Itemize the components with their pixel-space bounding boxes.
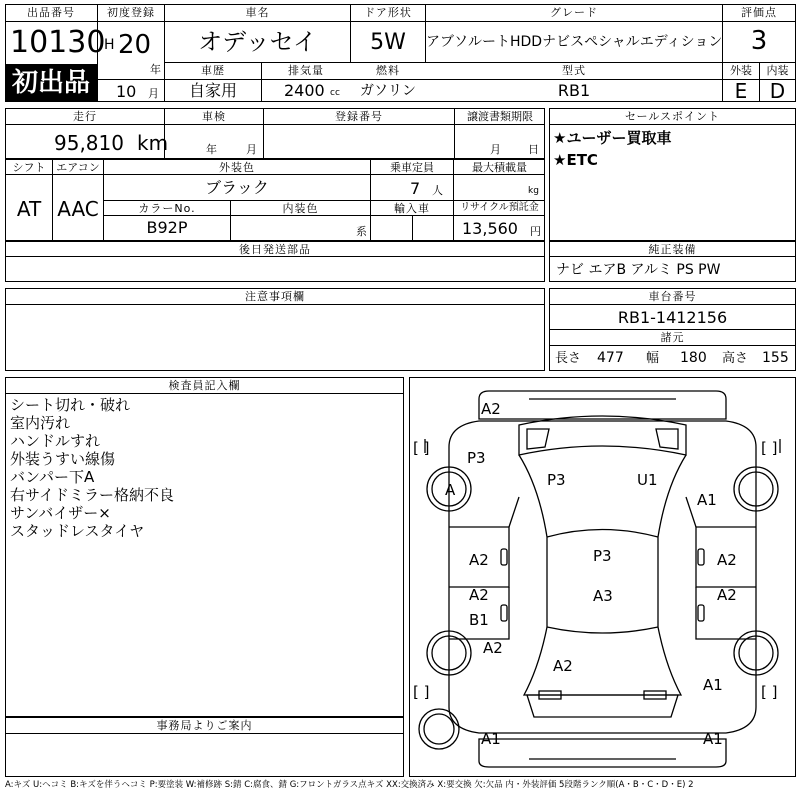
transfer-day-unit: 日 — [528, 143, 539, 156]
load-label: 最大積載量 — [472, 161, 527, 174]
recycle-fee: 13,560 — [462, 219, 518, 238]
notes-label: 注意事項欄 — [245, 290, 305, 303]
mark-left-front-wheel: A — [445, 481, 456, 499]
sales-points-panel — [549, 108, 796, 241]
car-diagram — [409, 377, 796, 777]
exterior-score: E — [734, 79, 748, 103]
mark-trunk-area: A3 — [593, 587, 613, 605]
bracket-right-rear: [ ] — [761, 683, 778, 701]
mark-right-door1: A2 — [717, 551, 737, 569]
inspector-note-5: バンパー下A — [10, 468, 95, 486]
inspection-month-unit: 月 — [246, 143, 257, 156]
capacity-label: 乗車定員 — [390, 161, 434, 174]
mark-left-door2: A2 — [469, 586, 489, 604]
width: 180 — [680, 350, 707, 366]
year-unit: 年 — [150, 63, 161, 76]
model: RB1 — [557, 81, 591, 100]
capacity: 7 — [410, 179, 421, 198]
ac: AAC — [57, 197, 99, 221]
height: 155 — [762, 350, 789, 366]
inspector-note-8: スタッドレスタイヤ — [10, 522, 145, 540]
shift: AT — [16, 197, 42, 221]
bracket-left-rear: [ ] — [413, 683, 430, 701]
inspector-label: 検査員記入欄 — [168, 379, 241, 392]
windshield-shape — [519, 416, 686, 455]
inspector-note-2: 室内汚れ — [10, 414, 71, 432]
displacement-unit: cc — [330, 88, 340, 98]
first-reg-label: 初度登録 — [107, 6, 155, 19]
inspector-note-6: 右サイドミラー格納不良 — [10, 486, 174, 504]
inspector-note-1: シート切れ・破れ — [10, 396, 131, 414]
grade: アブソルートHDDナビスペシャルエディション — [426, 34, 723, 50]
reg-no-label: 登録番号 — [335, 110, 383, 123]
door-label: ドア形状 — [364, 6, 412, 19]
mark-right-rear: A1 — [703, 676, 723, 694]
sales-point-1: ★ユーザー買取車 — [553, 129, 672, 147]
genuine-label: 純正装備 — [648, 243, 697, 256]
cabin-shape — [519, 455, 686, 695]
inspector-note-7: サンバイザー× — [10, 504, 111, 522]
reg-year: 20 — [118, 30, 152, 60]
color-no: B92P — [146, 218, 188, 237]
interior-label: 内装 — [766, 64, 789, 77]
era: H — [104, 37, 115, 53]
exterior-label: 外装 — [730, 64, 752, 77]
sales-points-label: セールスポイント — [624, 110, 720, 123]
history-label: 車歴 — [201, 64, 225, 77]
ac-label: エアコン — [56, 161, 100, 174]
mileage: 95,810 — [54, 131, 124, 155]
mark-rear-left: A1 — [481, 730, 501, 748]
inspector-note-3: ハンドルすれ — [10, 432, 101, 450]
color-no-label: カラーNo. — [138, 202, 196, 215]
door-type: 5W — [370, 30, 406, 55]
length: 477 — [597, 350, 624, 366]
inspection-label: 車検 — [202, 110, 226, 123]
color: ブラック — [205, 178, 269, 197]
transfer-month-unit: 月 — [490, 143, 501, 156]
grade-label: グレード — [550, 6, 598, 19]
recycle-unit: 円 — [530, 225, 541, 238]
rear-bumper-shape — [479, 739, 726, 767]
mileage-unit: km — [137, 131, 169, 155]
displacement: 2400 — [284, 81, 325, 100]
month-unit: 月 — [148, 87, 159, 100]
genuine-equipment: ナビ エアB アルミ PS PW — [556, 262, 721, 278]
reg-month: 10 — [116, 82, 137, 101]
capacity-unit: 人 — [432, 184, 443, 197]
later-parts-label: 後日発送部品 — [239, 243, 311, 256]
mark-hood-left: P3 — [547, 471, 566, 489]
interior-score: D — [769, 79, 786, 103]
mark-rear-center: A2 — [553, 657, 573, 675]
transfer-label: 譲渡書類期限 — [467, 110, 533, 123]
lot-no-label: 出品番号 — [27, 6, 75, 19]
mark-hood-right: U1 — [637, 471, 658, 489]
lot-number: 10130 — [10, 25, 106, 60]
mark-front-left: P3 — [467, 449, 486, 467]
length-label: 長さ — [555, 351, 582, 366]
shift-label: シフト — [12, 161, 46, 174]
mark-left-rear: A2 — [483, 639, 503, 657]
mileage-label: 走行 — [73, 110, 97, 123]
int-color-label: 内装色 — [282, 202, 319, 215]
inspector-note-4: 外装うすい線傷 — [10, 450, 116, 468]
spec-label: 諸元 — [660, 331, 685, 344]
score-label: 評価点 — [741, 6, 777, 19]
width-label: 幅 — [646, 351, 660, 366]
int-color-unit: 系 — [356, 225, 367, 238]
color-label: 外装色 — [219, 161, 255, 174]
fuel-label: 燃料 — [376, 64, 400, 77]
bracket-left-front: [ ] — [413, 439, 430, 457]
spare-tire — [419, 709, 459, 749]
inspection-year-unit: 年 — [206, 143, 217, 156]
mark-right-fender: A1 — [697, 491, 717, 509]
load-unit: kg — [528, 186, 539, 196]
chassis-label: 車台番号 — [648, 290, 697, 303]
office-label: 事務局よりご案内 — [156, 719, 253, 732]
front-bumper-shape — [479, 391, 726, 419]
chassis-number: RB1-1412156 — [617, 308, 728, 327]
mark-left-sill: B1 — [469, 611, 489, 629]
fuel: ガソリン — [360, 83, 416, 99]
first-listing-badge: 初出品 — [5, 64, 97, 102]
bracket-right-front: [ ] — [761, 439, 778, 457]
mark-front: A2 — [481, 400, 501, 418]
mark-right-door2: A2 — [717, 586, 737, 604]
recycle-label: リサイクル預託金 — [460, 202, 539, 213]
sales-point-2: ★ETC — [553, 151, 598, 169]
displacement-label: 排気量 — [288, 64, 324, 77]
mark-rear-right: A1 — [703, 730, 723, 748]
model-label: 型式 — [562, 64, 586, 77]
import-label: 輸入車 — [394, 202, 430, 215]
car-name: オデッセイ — [198, 28, 317, 56]
mark-roof: P3 — [593, 547, 612, 565]
height-label: 高さ — [722, 351, 749, 366]
legend: A:キズ U:ヘコミ B:キズを伴うヘコミ P:要塗装 W:補修跡 S:錆 C:腐食、錆 G:フロントガラス点キズ XX:交換済み X:要交換 欠:欠品 内・外装評価 5段階ランク順(A・B・C・D・E) 2 — [5, 780, 694, 790]
history: 自家用 — [188, 81, 237, 100]
car-name-label: 車名 — [245, 6, 270, 19]
mark-left-door1: A2 — [469, 551, 489, 569]
score: 3 — [750, 26, 768, 56]
